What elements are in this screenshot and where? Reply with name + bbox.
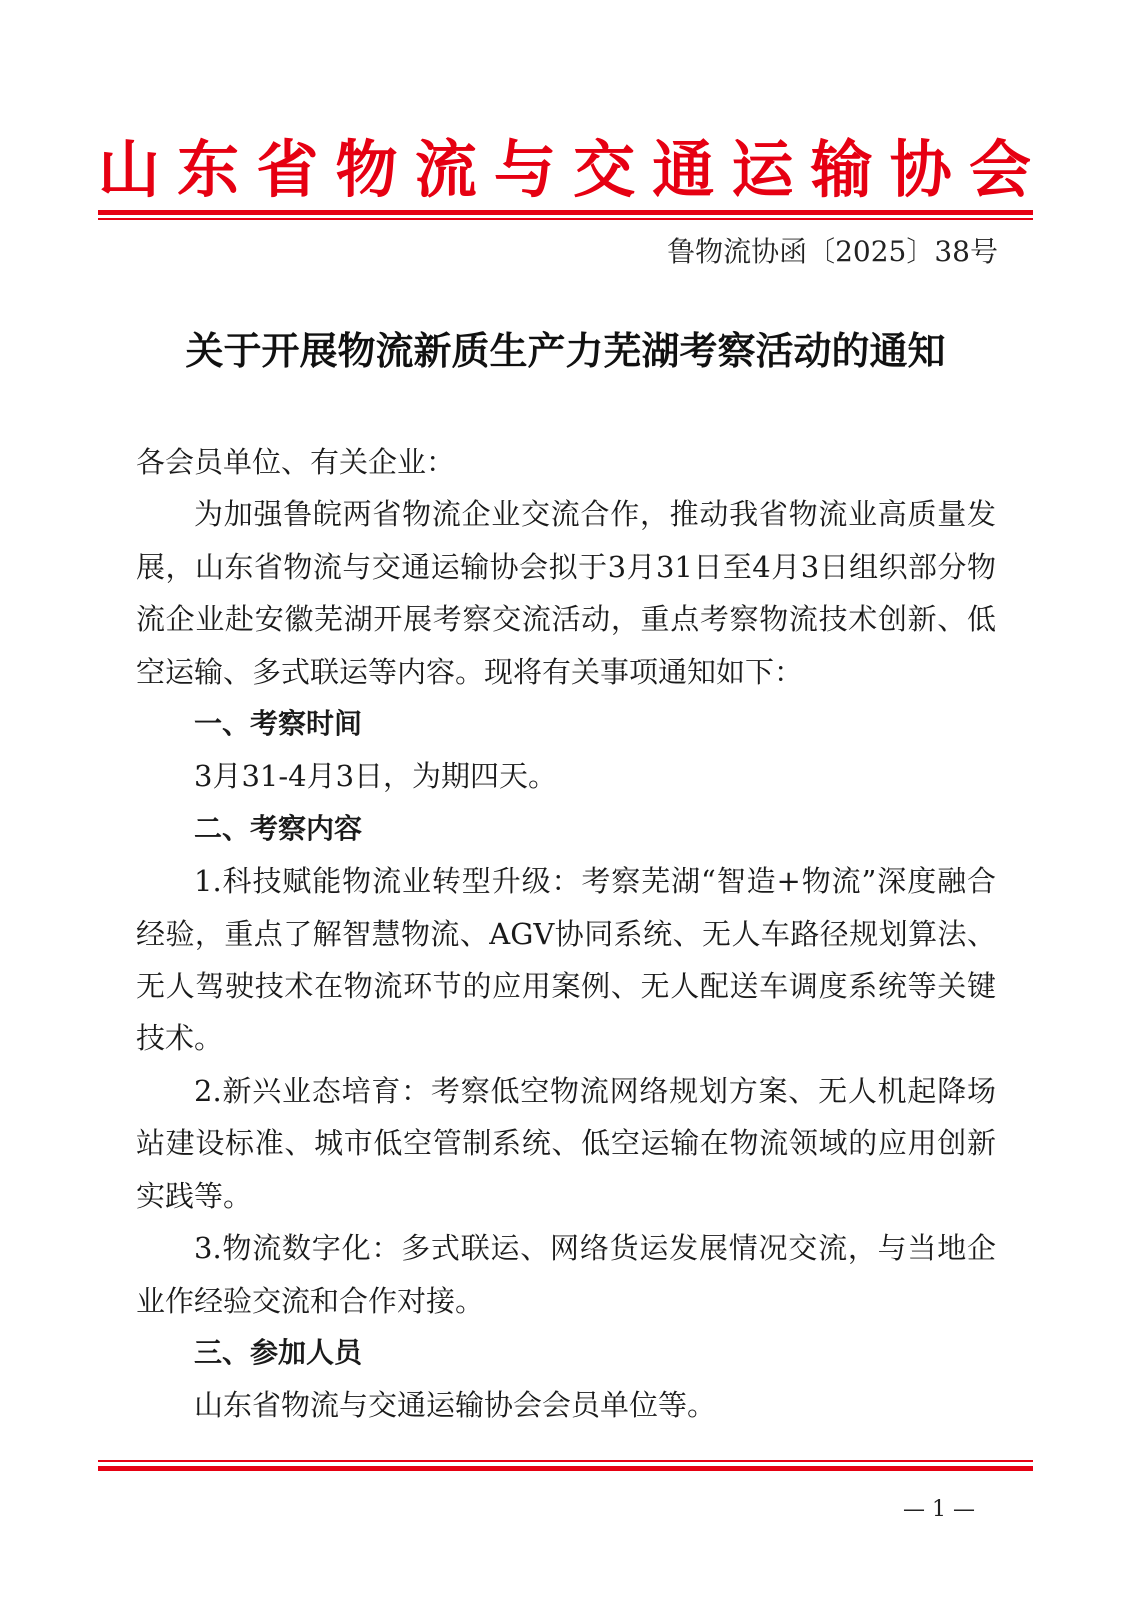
header-rule-thick	[98, 210, 1033, 215]
header-rule-thin	[98, 218, 1033, 220]
section-paragraph: 山东省物流与交通运输协会会员单位等。	[194, 1388, 717, 1423]
section-heading-content: 二、考察内容	[194, 811, 363, 845]
section-heading-time: 一、考察时间	[194, 707, 363, 741]
document-number: 鲁物流协函〔2025〕38号	[667, 235, 998, 268]
page-number: — 1 —	[903, 1497, 975, 1522]
section-paragraph: 3月31-4月3日，为期四天。	[194, 759, 558, 794]
salutation: 各会员单位、有关企业：	[136, 445, 456, 479]
section-paragraph: 2.新兴业态培育：考察低空物流网络规划方案、无人机起降场站建设标准、城市低空管制系统、低空运输在物流领域的应用创新实践等。	[136, 1073, 996, 1213]
document-body	[136, 436, 996, 1432]
document-title: 关于开展物流新质生产力芜湖考察活动的通知	[185, 328, 946, 373]
organization-header: 山东省物流与交通运输协会	[98, 133, 1033, 206]
section-paragraph: 3.物流数字化：多式联运、网络货运发展情况交流，与当地企业作经验交流和合作对接。	[136, 1231, 996, 1318]
intro-paragraph: 为加强鲁皖两省物流企业交流合作，推动我省物流业高质量发展，山东省物流与交通运输协会拟于3月31日至4月3日组织部分物流企业赴安徽芜湖开展考察交流活动，重点考察物流技术创新、低空运输、多式联运等内容。现将有关事项通知如下：	[136, 497, 996, 689]
footer-rule-thick	[98, 1466, 1033, 1471]
section-paragraph: 1.科技赋能物流业转型升级：考察芜湖“智造+物流”深度融合经验，重点了解智慧物流、AGV协同系统、无人车路径规划算法、无人驾驶技术在物流环节的应用案例、无人配送车调度系统等关键技术。	[136, 864, 996, 1056]
footer-rule-thin	[98, 1460, 1033, 1462]
section-heading-participants: 三、参加人员	[194, 1335, 363, 1369]
